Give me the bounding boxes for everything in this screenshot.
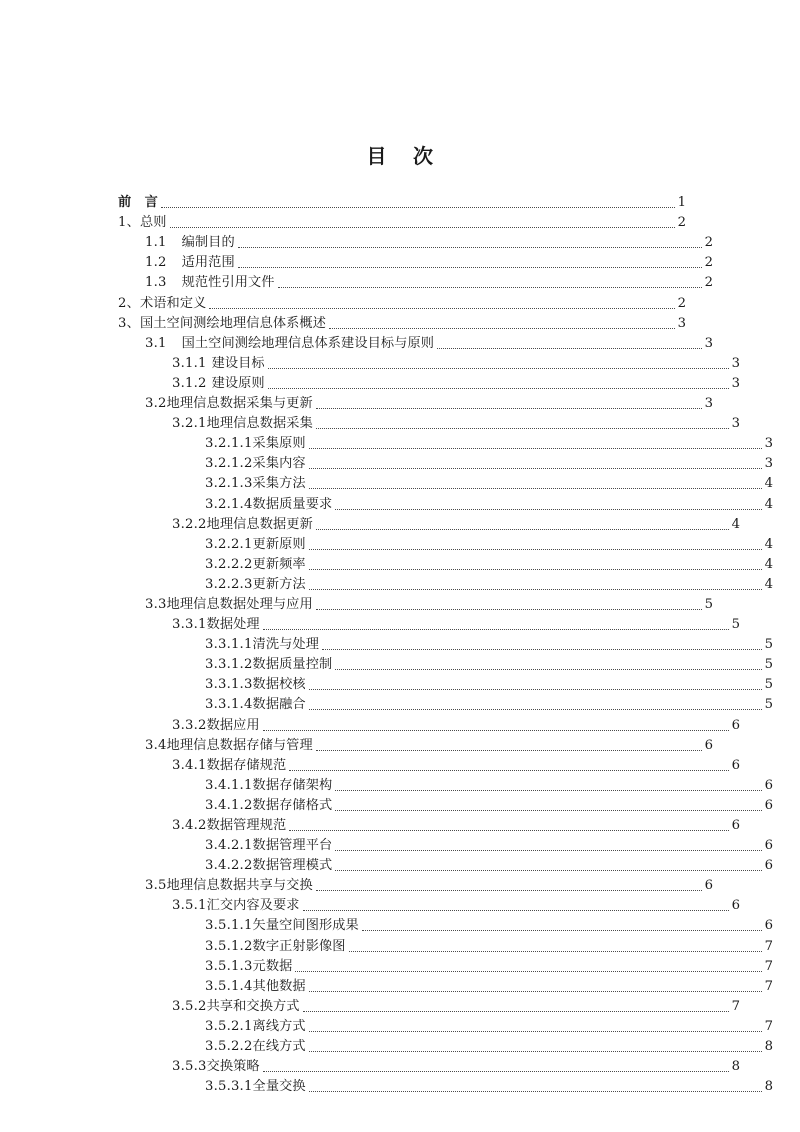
toc-entry-page-number: 7: [764, 938, 773, 954]
toc-entry[interactable]: [118, 212, 686, 232]
toc-entry-label: [118, 213, 169, 232]
toc-entry-text: 更新方法: [252, 576, 306, 592]
dot-leader: [309, 709, 762, 710]
toc-entry[interactable]: [205, 694, 773, 714]
toc-entry-text: 建设原则: [211, 375, 265, 391]
toc-entry-text: 地理信息数据更新: [206, 516, 313, 532]
dot-leader: [335, 850, 762, 851]
dot-leader: [335, 870, 762, 871]
toc-entry[interactable]: [145, 252, 713, 272]
toc-entry-label: [172, 374, 267, 393]
toc-entry-text: 更新频率: [252, 556, 306, 572]
toc-entry-label: [205, 1017, 308, 1036]
toc-entry[interactable]: [172, 514, 740, 534]
toc-entry-page-number: 6: [704, 737, 713, 753]
toc-entry[interactable]: [172, 714, 740, 734]
toc-entry-page-number: 8: [764, 1079, 773, 1095]
dot-leader: [289, 830, 729, 831]
toc-entry-text: 共享和交换方式: [206, 998, 300, 1014]
toc-entry-text: 离线方式: [252, 1018, 306, 1034]
dot-leader: [316, 609, 702, 610]
dot-leader: [263, 1071, 729, 1072]
toc-entry-text: 国土空间测绘地理信息体系建设目标与原则: [181, 335, 435, 351]
toc-entry-page-number: 2: [677, 295, 686, 311]
toc-entry-number: 3.4: [145, 737, 167, 753]
toc-entry-page-number: 6: [764, 777, 773, 793]
toc-entry[interactable]: [205, 1036, 773, 1056]
toc-entry-text: 数据处理: [206, 617, 260, 633]
toc-entry-page-number: 2: [677, 215, 686, 231]
toc-entry-page-number: 2: [704, 235, 713, 251]
toc-entry-page-number: 3: [731, 355, 740, 371]
toc-entry-page-number: 3: [677, 315, 686, 331]
toc-entry-text: 其他数据: [252, 978, 306, 994]
toc-entry[interactable]: [145, 333, 713, 353]
toc-entry[interactable]: [205, 915, 773, 935]
dot-leader: [170, 227, 675, 228]
toc-entry-label: [172, 1057, 262, 1076]
toc-entry-number: 3.3.1.3: [205, 677, 253, 693]
toc-entry-label: [205, 495, 334, 514]
toc-entry-label: [172, 615, 262, 634]
toc-entry-text: 更新原则: [252, 536, 306, 552]
dot-leader: [263, 629, 729, 630]
toc-entry-page-number: 5: [764, 677, 773, 693]
dot-leader: [316, 529, 729, 530]
toc-entry-page-number: 6: [764, 918, 773, 934]
dot-leader: [316, 890, 702, 891]
toc-entry-label: [172, 515, 315, 534]
dot-leader: [316, 750, 702, 751]
dot-leader: [309, 589, 762, 590]
toc-entry-number: 3.2.2.2: [205, 556, 253, 572]
toc-entry[interactable]: [205, 634, 773, 654]
toc-entry-text: 数据质量要求: [252, 496, 333, 512]
toc-entry-page-number: 8: [731, 1059, 740, 1075]
toc-entry-label: [172, 716, 262, 735]
toc-entry-text: 采集原则: [252, 436, 306, 452]
toc-entry-page-number: 6: [704, 878, 713, 894]
toc-entry-page-number: 3: [704, 396, 713, 412]
dot-leader: [309, 1091, 762, 1092]
toc-entry-page-number: 5: [764, 697, 773, 713]
toc-entry-label: [145, 334, 436, 353]
toc-entry-number: 3.5: [145, 878, 167, 894]
toc-entry-number: 1.2: [145, 255, 167, 271]
toc-entry-page-number: 7: [764, 958, 773, 974]
toc-entry-text: 地理信息数据采集与更新: [166, 396, 313, 412]
dot-leader: [289, 770, 729, 771]
toc-entry-text: 在线方式: [252, 1039, 306, 1055]
toc-entry[interactable]: [172, 614, 740, 634]
toc-entry-number: 3.5.1.3: [205, 958, 253, 974]
toc-entry-text: 数字正射影像图: [252, 938, 346, 954]
toc-entry-number: 3.5.2.2: [205, 1039, 253, 1055]
toc-entry-page-number: 4: [764, 556, 773, 572]
toc-entry-number: 3.5.1: [172, 898, 207, 914]
toc-entry-text: 矢量空间图形成果: [252, 918, 359, 934]
toc-entry-page-number: 7: [764, 1018, 773, 1034]
toc-entry-text: 建设目标: [211, 355, 265, 371]
toc-entry[interactable]: [205, 775, 773, 795]
toc-entry-number: 3.2.2: [172, 516, 207, 532]
toc-entry-number: 3.5.1.1: [205, 918, 253, 934]
toc-entry-page-number: 6: [731, 757, 740, 773]
toc-entry-text: 数据管理平台: [252, 838, 333, 854]
toc-entry-text: 采集方法: [252, 476, 306, 492]
toc-entry[interactable]: [205, 534, 773, 554]
toc-entry[interactable]: [145, 272, 713, 292]
toc-entry-number: 3.5.2.1: [205, 1018, 253, 1034]
dot-leader: [268, 368, 729, 369]
toc-entry-label: [172, 816, 288, 835]
toc-entry-text: 数据存储格式: [252, 797, 333, 813]
toc-entry-page-number: 2: [704, 275, 713, 291]
toc-entry[interactable]: [172, 1056, 740, 1076]
toc-entry-number: 3.4.2: [172, 818, 207, 833]
toc-entry-page-number: 5: [764, 637, 773, 653]
toc-entry[interactable]: [205, 976, 773, 996]
toc-entry-label: [205, 916, 361, 935]
toc-entry-text: 元数据: [252, 958, 293, 974]
toc-entry-number: 1.1: [145, 235, 167, 251]
toc-entry-number: 3.2: [145, 396, 167, 412]
toc-entry-number: 3.4.1.2: [205, 797, 253, 813]
toc-entry-label: [205, 575, 308, 594]
toc-entry-label: [205, 1077, 308, 1096]
toc-entry-number: 1、: [118, 215, 140, 231]
toc-entry[interactable]: [205, 493, 773, 513]
toc-entry-label: [172, 354, 267, 373]
dot-leader: [309, 468, 762, 469]
dot-leader: [263, 730, 729, 731]
dot-leader: [309, 1031, 762, 1032]
toc-entry[interactable]: [205, 855, 773, 875]
dot-leader: [309, 1051, 762, 1052]
toc-entry-page-number: 4: [731, 516, 740, 532]
page-title-char-2: 次: [413, 144, 434, 168]
toc-entry-label: [205, 957, 294, 976]
dot-leader: [309, 448, 762, 449]
toc-entry[interactable]: [205, 654, 773, 674]
page-title: [0, 140, 800, 169]
toc-entry-text: 数据融合: [252, 697, 306, 713]
dot-leader: [161, 207, 675, 208]
dot-leader: [335, 790, 762, 791]
toc-entry-label: [172, 756, 288, 775]
toc-entry-number: 3.5.3.1: [205, 1079, 253, 1095]
toc-entry-number: 3.2.1.3: [205, 476, 253, 492]
page-title-char-1: 目: [366, 144, 387, 168]
toc-entry-label: [205, 454, 308, 473]
toc-entry-number: 3.4.2.1: [205, 838, 253, 854]
dot-leader: [322, 649, 762, 650]
toc-entry-page-number: 5: [764, 657, 773, 673]
toc-entry-text: 清洗与处理: [252, 637, 319, 653]
toc-entry[interactable]: [172, 755, 740, 775]
toc-list: [118, 192, 773, 1096]
toc-entry-page-number: 3: [704, 335, 713, 351]
toc-entry-label: [145, 233, 237, 252]
toc-entry-number: 3.5.1.4: [205, 978, 253, 994]
toc-entry-label: [205, 1037, 308, 1056]
toc-entry-page-number: 2: [704, 255, 713, 271]
toc-entry-text: 前 言: [118, 195, 158, 211]
toc-entry[interactable]: [145, 735, 713, 755]
toc-entry[interactable]: [205, 433, 773, 453]
toc-entry-label: [205, 555, 308, 574]
toc-entry-number: 3.3: [145, 596, 167, 612]
toc-entry-page-number: 7: [731, 998, 740, 1014]
toc-entry[interactable]: [172, 895, 740, 915]
dot-leader: [309, 991, 762, 992]
toc-entry-number: 3.3.1.2: [205, 657, 253, 673]
toc-entry-text: 总则: [139, 215, 167, 231]
toc-entry-label: [118, 294, 208, 313]
toc-entry-label: [205, 675, 308, 694]
toc-entry-number: 3.2.1: [172, 416, 207, 432]
dot-leader: [309, 549, 762, 550]
toc-entry-page-number: 6: [731, 717, 740, 733]
toc-entry-text: 数据存储架构: [252, 777, 333, 793]
toc-entry-number: 3.5.1.2: [205, 938, 253, 954]
toc-entry[interactable]: [205, 835, 773, 855]
toc-entry-page-number: 4: [764, 576, 773, 592]
toc-entry-number: 3.2.2.1: [205, 536, 253, 552]
toc-entry-number: 3.1.2: [172, 375, 207, 391]
toc-entry-number: 3.3.2: [172, 717, 207, 733]
toc-entry[interactable]: [205, 1016, 773, 1036]
toc-entry-page-number: 3: [731, 416, 740, 432]
toc-entry[interactable]: [145, 594, 713, 614]
toc-entry-label: [205, 796, 334, 815]
toc-entry[interactable]: [205, 1076, 773, 1096]
toc-entry-page-number: 5: [704, 596, 713, 612]
toc-entry-number: 1.3: [145, 275, 167, 291]
toc-entry-number: 3.3.1.1: [205, 637, 253, 653]
dot-leader: [335, 669, 762, 670]
dot-leader: [316, 428, 729, 429]
toc-entry-label: [205, 937, 348, 956]
toc-entry-text: 适用范围: [181, 255, 235, 271]
toc-entry-label: [145, 736, 315, 755]
toc-entry-number: 3.2.1.2: [205, 456, 253, 472]
toc-entry[interactable]: [172, 353, 740, 373]
toc-entry-number: 3.3.1: [172, 617, 207, 633]
toc-entry-label: [118, 314, 328, 333]
toc-entry-text: 地理信息数据采集: [206, 416, 313, 432]
toc-entry[interactable]: [118, 313, 686, 333]
toc-entry[interactable]: [205, 795, 773, 815]
toc-entry-page-number: 3: [764, 456, 773, 472]
toc-entry[interactable]: [205, 574, 773, 594]
toc-entry[interactable]: [172, 413, 740, 433]
dot-leader: [209, 308, 675, 309]
toc-entry-page-number: 7: [764, 978, 773, 994]
dot-leader: [335, 509, 762, 510]
toc-entry-label: [145, 394, 315, 413]
toc-entry-page-number: 6: [731, 818, 740, 833]
toc-entry-text: 国土空间测绘地理信息体系概述: [139, 315, 327, 331]
dot-leader: [362, 930, 762, 931]
toc-entry-number: 3、: [118, 315, 140, 331]
dot-leader: [303, 1011, 729, 1012]
toc-entry[interactable]: [172, 373, 740, 393]
toc-entry-text: 编制目的: [181, 235, 235, 251]
toc-entry-text: 地理信息数据处理与应用: [166, 596, 313, 612]
toc-entry[interactable]: [172, 996, 740, 1016]
toc-entry-text: 数据质量控制: [252, 657, 333, 673]
toc-entry-number: 3.4.2.2: [205, 858, 253, 874]
toc-entry-label: [205, 474, 308, 493]
toc-entry-number: 3.1.1: [172, 355, 207, 371]
toc-entry-label: [205, 977, 308, 996]
toc-entry-label: [145, 876, 315, 895]
toc-entry-text: 规范性引用文件: [181, 275, 275, 291]
toc-entry-page-number: 6: [731, 898, 740, 914]
toc-entry-page-number: 1: [677, 195, 686, 211]
toc-entry-number: 3.4.1: [172, 757, 207, 773]
toc-entry-text: 术语和定义: [139, 295, 207, 311]
toc-entry-number: 3.5.3: [172, 1059, 207, 1075]
toc-entry-page-number: 4: [764, 496, 773, 512]
dot-leader: [238, 267, 702, 268]
toc-entry-number: 3.2.1.1: [205, 436, 253, 452]
toc-entry-page-number: 3: [731, 375, 740, 391]
toc-entry-page-number: 8: [764, 1039, 773, 1055]
toc-entry-text: 数据存储规范: [206, 757, 287, 773]
toc-entry-page-number: 4: [764, 476, 773, 492]
toc-entry-number: 3.4.1.1: [205, 777, 253, 793]
toc-entry-label: [145, 273, 277, 292]
toc-entry-label: [145, 595, 315, 614]
toc-entry[interactable]: [172, 815, 740, 835]
dot-leader: [437, 348, 702, 349]
toc-entry-page-number: 3: [764, 436, 773, 452]
toc-entry-page-number: 6: [764, 797, 773, 813]
toc-entry[interactable]: [205, 473, 773, 493]
toc-entry-number: 3.1: [145, 335, 167, 351]
toc-entry-label: [205, 695, 308, 714]
toc-entry[interactable]: [118, 292, 686, 312]
toc-entry-label: [205, 535, 308, 554]
toc-entry-page-number: 4: [764, 536, 773, 552]
dot-leader: [278, 287, 702, 288]
toc-entry-label: [172, 896, 302, 915]
toc-entry-text: 交换策略: [206, 1059, 260, 1075]
toc-entry-label: [205, 856, 334, 875]
dot-leader: [309, 569, 762, 570]
toc-entry-page-number: 5: [731, 617, 740, 633]
toc-entry-text: 汇交内容及要求: [206, 898, 300, 914]
toc-entry-label: [205, 635, 321, 654]
toc-entry-text: 地理信息数据存储与管理: [166, 737, 313, 753]
toc-entry-text: 数据管理模式: [252, 858, 333, 874]
toc-entry-text: 数据应用: [206, 717, 260, 733]
toc-entry-text: 数据校核: [252, 677, 306, 693]
toc-entry-number: 3.5.2: [172, 998, 207, 1014]
toc-entry-number: 3.3.1.4: [205, 697, 253, 713]
toc-entry-number: 3.2.2.3: [205, 576, 253, 592]
toc-entry-label: [205, 776, 334, 795]
toc-entry-label: [172, 997, 302, 1016]
toc-entry-label: [145, 253, 237, 272]
toc-entry-text: 全量交换: [252, 1079, 306, 1095]
toc-entry-text: 数据管理规范: [206, 818, 287, 833]
toc-entry[interactable]: [205, 453, 773, 473]
toc-entry-number: 2、: [118, 295, 140, 311]
dot-leader: [349, 951, 762, 952]
toc-entry[interactable]: [118, 192, 686, 212]
toc-entry-number: 3.2.1.4: [205, 496, 253, 512]
toc-entry[interactable]: [145, 232, 713, 252]
toc-entry[interactable]: [205, 935, 773, 955]
dot-leader: [316, 408, 702, 409]
dot-leader: [335, 810, 762, 811]
toc-entry-label: [172, 414, 315, 433]
toc-entry[interactable]: [205, 956, 773, 976]
dot-leader: [295, 971, 762, 972]
toc-entry[interactable]: [145, 393, 713, 413]
toc-entry-page-number: 6: [764, 858, 773, 874]
dot-leader: [309, 488, 762, 489]
dot-leader: [268, 388, 729, 389]
toc-entry-label: [205, 434, 308, 453]
toc-entry-page-number: 6: [764, 838, 773, 854]
toc-entry-text: 地理信息数据共享与交换: [166, 878, 313, 894]
toc-entry[interactable]: [145, 875, 713, 895]
toc-entry-label: [205, 655, 334, 674]
dot-leader: [238, 247, 702, 248]
toc-entry[interactable]: [205, 554, 773, 574]
toc-entry-text: 采集内容: [252, 456, 306, 472]
dot-leader: [329, 328, 675, 329]
dot-leader: [303, 910, 729, 911]
toc-entry-label: [205, 836, 334, 855]
toc-entry-label: [118, 193, 160, 212]
toc-entry[interactable]: [205, 674, 773, 694]
dot-leader: [309, 689, 762, 690]
